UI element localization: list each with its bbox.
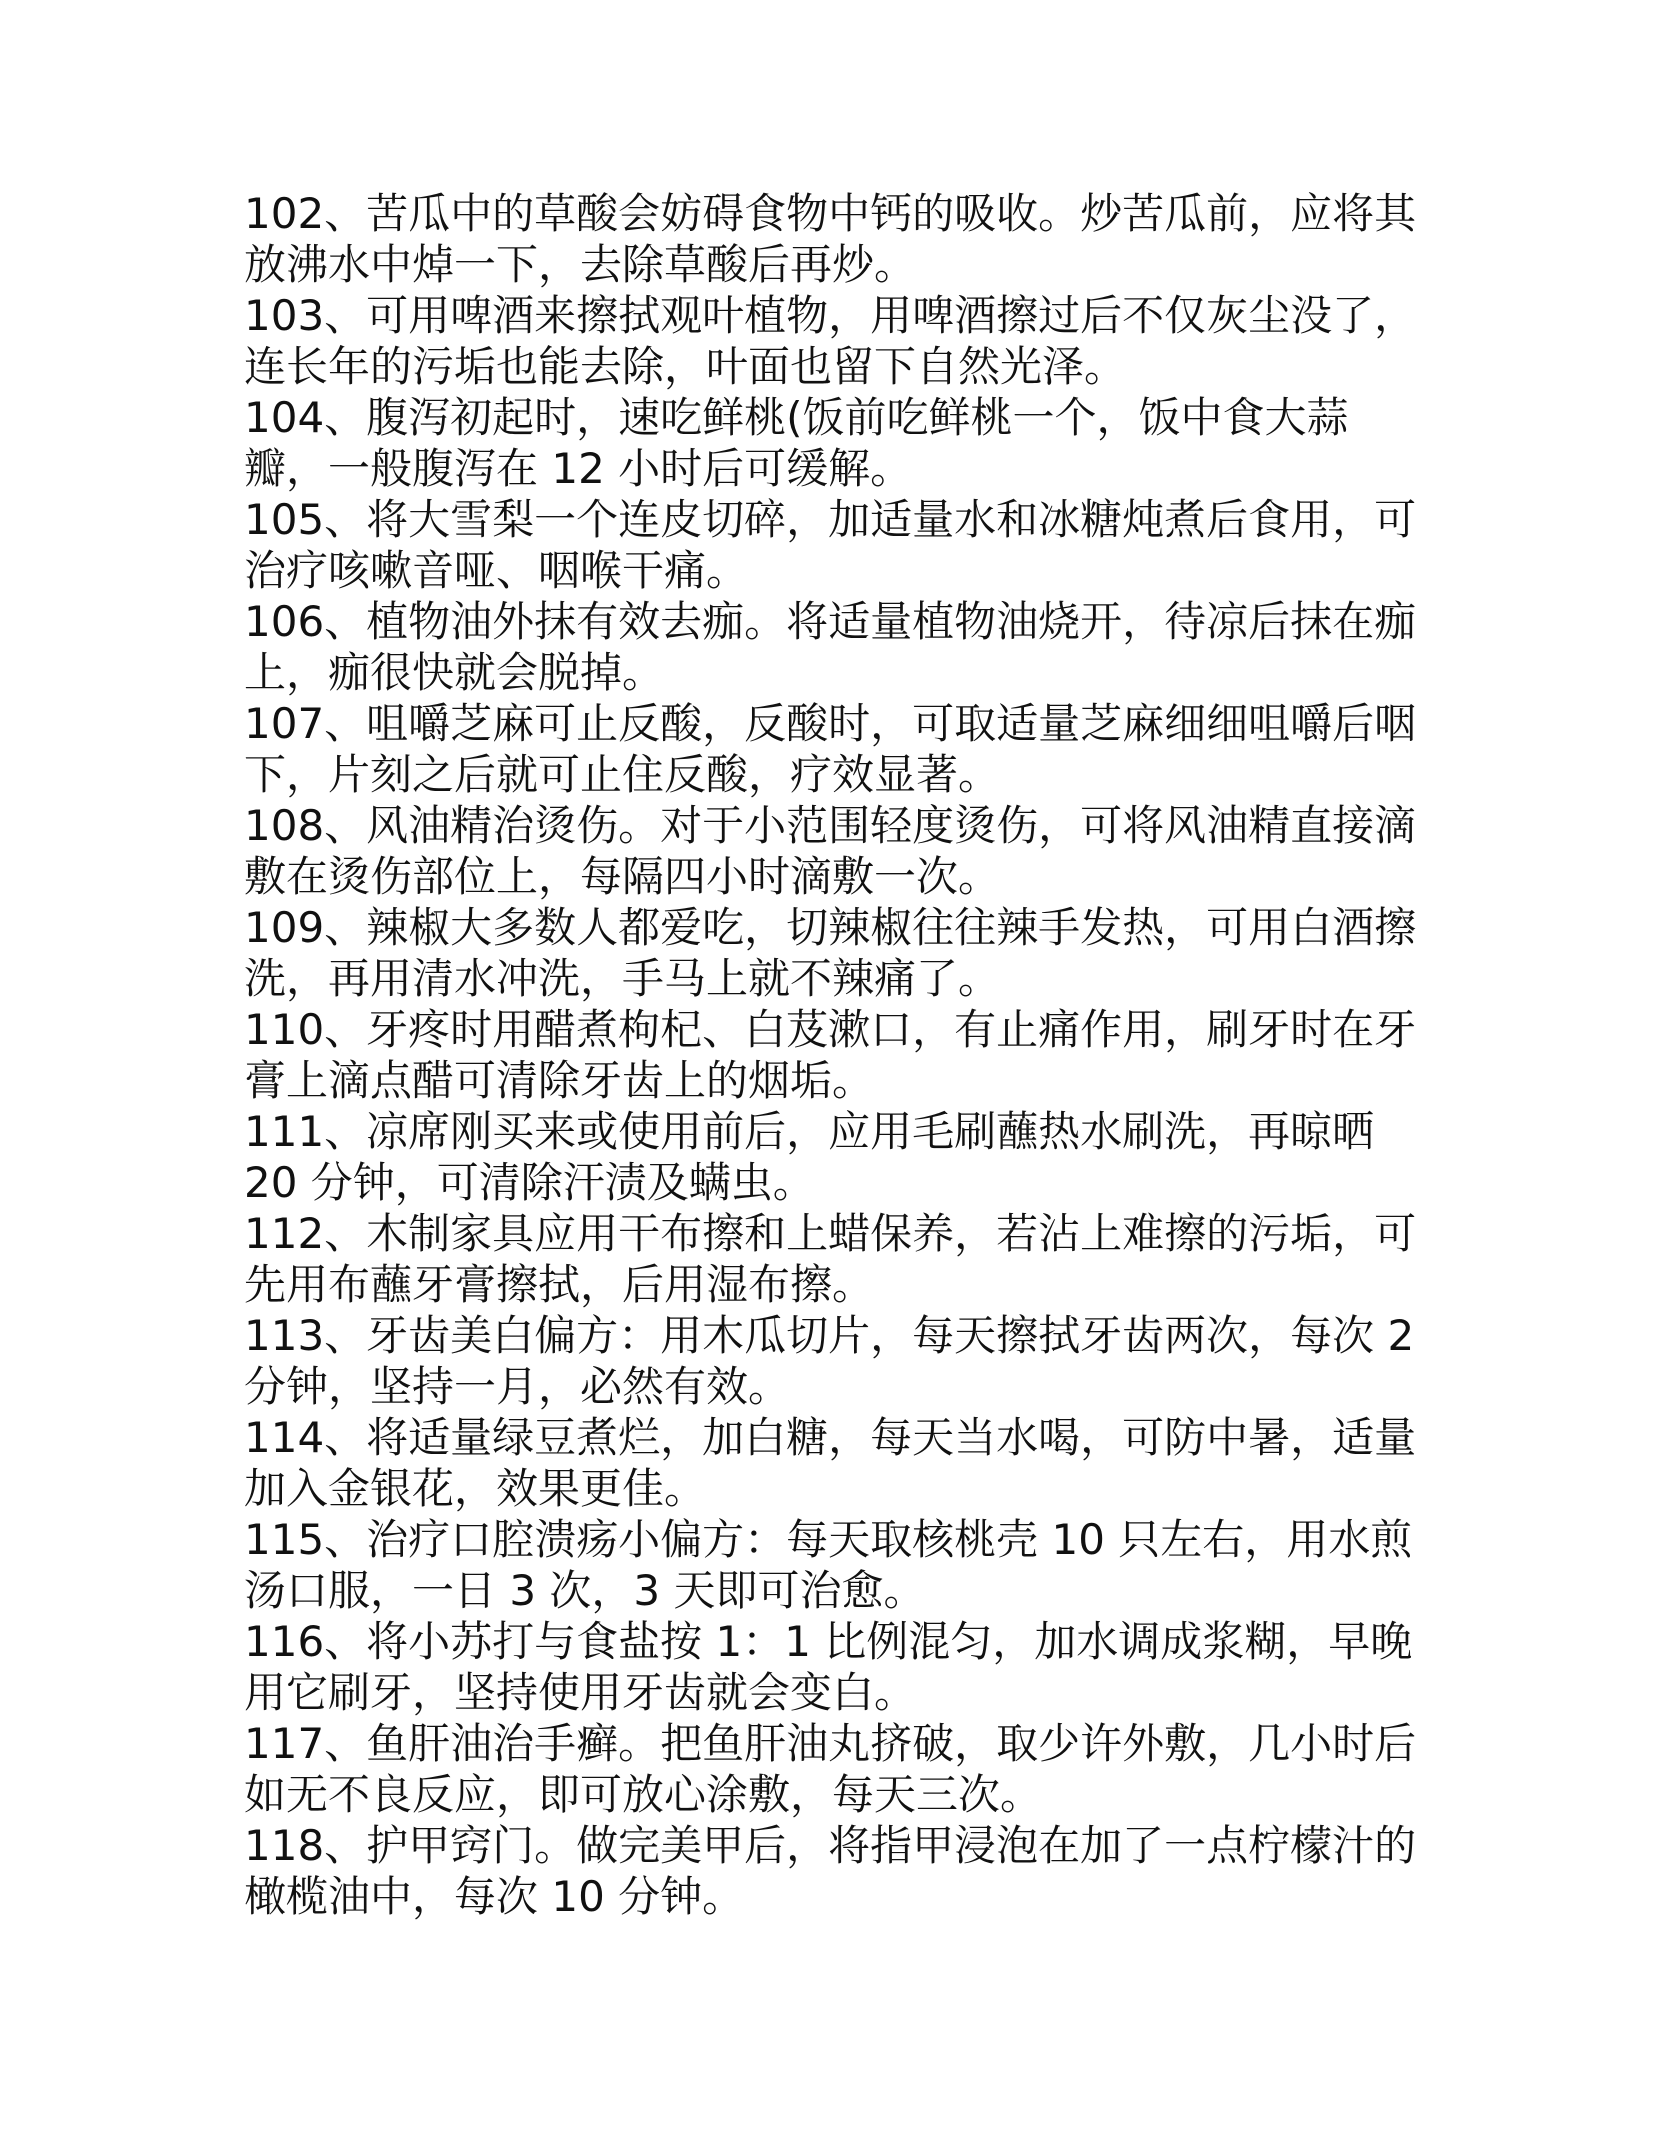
text-line: 111、凉席刚买来或使用前后，应用毛刷蘸热水刷洗，再晾晒: [244, 1107, 1375, 1156]
text-line: 汤口服，一日 3 次，3 天即可治愈。: [244, 1566, 926, 1615]
text-line: 橄榄油中，每次 10 分钟。: [244, 1872, 745, 1921]
text-line: 洗，再用清水冲洗，手马上就不辣痛了。: [244, 954, 1001, 1003]
text-line: 106、植物油外抹有效去痂。将适量植物油烧开，待凉后抹在痂: [244, 597, 1417, 646]
text-line: 连长年的污垢也能去除，叶面也留下自然光泽。: [244, 342, 1127, 391]
text-line: 如无不良反应，即可放心涂敷，每天三次。: [244, 1770, 1043, 1819]
text-line: 110、牙疼时用醋煮枸杞、白芨漱口，有止痛作用，刷牙时在牙: [244, 1005, 1417, 1054]
text-line: 105、将大雪梨一个连皮切碎，加适量水和冰糖炖煮后食用，可: [244, 495, 1417, 544]
text-line: 下，片刻之后就可止住反酸，疗效显著。: [244, 750, 1001, 799]
text-line: 先用布蘸牙膏擦拭，后用湿布擦。: [244, 1260, 875, 1309]
text-line: 114、将适量绿豆煮烂，加白糖，每天当水喝，可防中暑，适量: [244, 1413, 1417, 1462]
text-line: 108、风油精治烫伤。对于小范围轻度烫伤，可将风油精直接滴: [244, 801, 1417, 850]
text-line: 104、腹泻初起时，速吃鲜桃(饭前吃鲜桃一个，饭中食大蒜: [244, 393, 1349, 442]
text-line: 瓣，一般腹泻在 12 小时后可缓解。: [244, 444, 913, 493]
text-line: 上，痂很快就会脱掉。: [244, 648, 665, 697]
text-line: 治疗咳嗽音哑、咽喉干痛。: [244, 546, 749, 595]
text-line: 116、将小苏打与食盐按 1：1 比例混匀，加水调成浆糊，早晚: [244, 1617, 1413, 1666]
text-line: 102、苦瓜中的草酸会妨碍食物中钙的吸收。炒苦瓜前，应将其: [244, 189, 1417, 238]
text-line: 115、治疗口腔溃疡小偏方：每天取核桃壳 10 只左右，用水煎: [244, 1515, 1413, 1564]
text-line: 109、辣椒大多数人都爱吃，切辣椒往往辣手发热，可用白酒擦: [244, 903, 1417, 952]
text-line: 20 分钟，可清除汗渍及螨虫。: [244, 1158, 815, 1207]
text-line: 分钟，坚持一月，必然有效。: [244, 1362, 791, 1411]
text-line: 膏上滴点醋可清除牙齿上的烟垢。: [244, 1056, 875, 1105]
text-line: 用它刷牙，坚持使用牙齿就会变白。: [244, 1668, 917, 1717]
tips-text-block: [244, 188, 1417, 1922]
text-line: 加入金银花，效果更佳。: [244, 1464, 707, 1513]
text-line: 103、可用啤酒来擦拭观叶植物，用啤酒擦过后不仅灰尘没了，: [244, 291, 1417, 340]
text-line: 117、鱼肝油治手癣。把鱼肝油丸挤破，取少许外敷，几小时后: [244, 1719, 1417, 1768]
text-line: 放沸水中焯一下，去除草酸后再炒。: [244, 240, 917, 289]
text-line: 118、护甲窍门。做完美甲后，将指甲浸泡在加了一点柠檬汁的: [244, 1821, 1417, 1870]
text-line: 113、牙齿美白偏方：用木瓜切片，每天擦拭牙齿两次，每次 2: [244, 1311, 1415, 1360]
text-line: 敷在烫伤部位上，每隔四小时滴敷一次。: [244, 852, 1001, 901]
text-line: 107、咀嚼芝麻可止反酸，反酸时，可取适量芝麻细细咀嚼后咽: [244, 699, 1417, 748]
text-line: 112、木制家具应用干布擦和上蜡保养，若沾上难擦的污垢，可: [244, 1209, 1417, 1258]
